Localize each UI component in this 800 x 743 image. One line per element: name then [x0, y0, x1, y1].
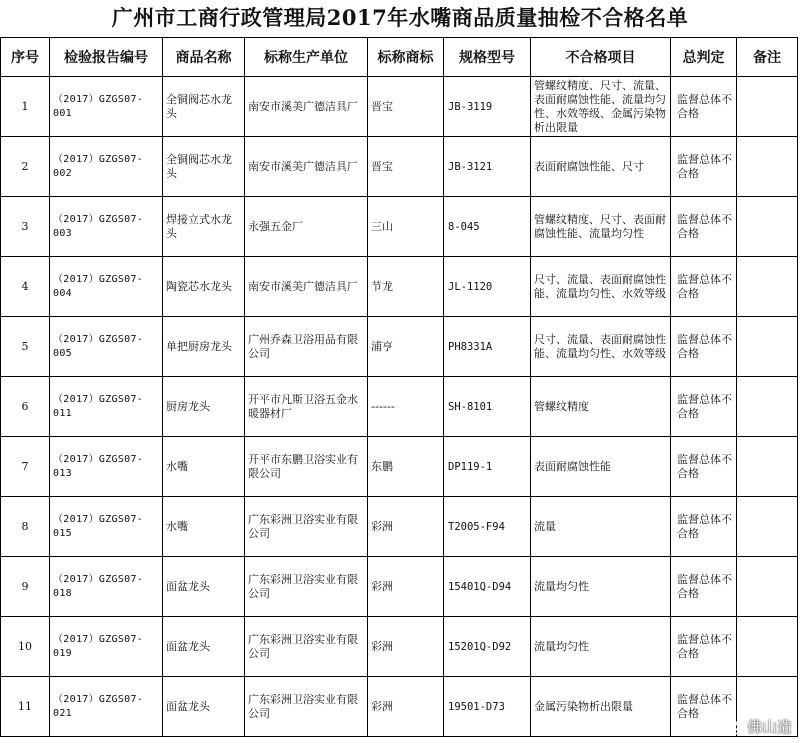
cell-judgement: 监督总体不合格	[671, 497, 737, 557]
cell-failed-items: 管螺纹精度	[531, 377, 671, 437]
table-row	[1, 317, 798, 377]
cell-judgement: 监督总体不合格	[671, 197, 737, 257]
cell-producer: 开平市东鹏卫浴实业有限公司	[245, 437, 368, 497]
header-brand: 标称商标	[368, 38, 444, 77]
cell-report-no: （2017）GZGS07-019	[50, 617, 163, 677]
cell-brand: 彩洲	[368, 677, 444, 737]
cell-brand: 彩洲	[368, 557, 444, 617]
watermark-text: 佛山造	[746, 718, 792, 736]
cell-product-name: 焊接立式水龙头	[163, 197, 245, 257]
cell-brand: 彩洲	[368, 617, 444, 677]
cell-remarks	[737, 77, 798, 137]
cell-producer: 广东彩洲卫浴实业有限公司	[245, 677, 368, 737]
cell-remarks	[737, 317, 798, 377]
cell-product-name: 水嘴	[163, 497, 245, 557]
cell-remarks	[737, 377, 798, 437]
cell-remarks	[737, 197, 798, 257]
cell-judgement: 监督总体不合格	[671, 677, 737, 737]
cell-brand: 东鹏	[368, 437, 444, 497]
cell-remarks	[737, 617, 798, 677]
cell-seq: 1	[1, 77, 50, 137]
cell-failed-items: 尺寸、流量、表面耐腐蚀性能、流量均匀性、水效等级	[531, 317, 671, 377]
cell-producer: 南安市溪美广德洁具厂	[245, 257, 368, 317]
cell-failed-items: 管螺纹精度、尺寸、表面耐腐蚀性能、流量均匀性	[531, 197, 671, 257]
cell-brand: 三山	[368, 197, 444, 257]
page-title: 广州市工商行政管理局2017年水嘴商品质量抽检不合格名单	[111, 5, 689, 30]
cell-product-name: 陶瓷芯水龙头	[163, 257, 245, 317]
cell-brand: 彩洲	[368, 497, 444, 557]
cell-report-no: （2017）GZGS07-003	[50, 197, 163, 257]
cell-model: JB-3121	[444, 137, 531, 197]
nonconforming-table	[0, 37, 798, 737]
cell-failed-items: 尺寸、流量、表面耐腐蚀性能、流量均匀性、水效等级	[531, 257, 671, 317]
cell-model: 15201Q-D92	[444, 617, 531, 677]
cell-producer: 广州乔森卫浴用品有限公司	[245, 317, 368, 377]
cell-judgement: 监督总体不合格	[671, 257, 737, 317]
table-row	[1, 257, 798, 317]
cell-report-no: （2017）GZGS07-001	[50, 77, 163, 137]
cell-report-no: （2017）GZGS07-021	[50, 677, 163, 737]
cell-model: 15401Q-D94	[444, 557, 531, 617]
table-row	[1, 677, 798, 737]
header-producer: 标称生产单位	[245, 38, 368, 77]
cell-model: SH-8101	[444, 377, 531, 437]
table-row	[1, 437, 798, 497]
cell-failed-items: 流量	[531, 497, 671, 557]
table-row	[1, 557, 798, 617]
cell-producer: 广东彩洲卫浴实业有限公司	[245, 497, 368, 557]
cell-seq: 2	[1, 137, 50, 197]
cell-remarks	[737, 257, 798, 317]
cell-failed-items: 流量均匀性	[531, 617, 671, 677]
cell-seq: 6	[1, 377, 50, 437]
header-model: 规格型号	[444, 38, 531, 77]
cell-seq: 7	[1, 437, 50, 497]
cell-remarks	[737, 437, 798, 497]
cell-brand: 浦亨	[368, 317, 444, 377]
cell-producer: 广东彩洲卫浴实业有限公司	[245, 617, 368, 677]
cell-producer: 南安市溪美广德洁具厂	[245, 77, 368, 137]
cell-seq: 8	[1, 497, 50, 557]
cell-brand: 节龙	[368, 257, 444, 317]
wechat-icon	[723, 719, 743, 735]
cell-seq: 11	[1, 677, 50, 737]
cell-model: 8-045	[444, 197, 531, 257]
header-judgement: 总判定	[671, 38, 737, 77]
header-report-no: 检验报告编号	[50, 38, 163, 77]
cell-model: JB-3119	[444, 77, 531, 137]
cell-judgement: 监督总体不合格	[671, 137, 737, 197]
cell-report-no: （2017）GZGS07-015	[50, 497, 163, 557]
cell-product-name: 面盆龙头	[163, 557, 245, 617]
header-row	[1, 38, 798, 77]
cell-remarks	[737, 137, 798, 197]
cell-product-name: 全铜阀芯水龙头	[163, 77, 245, 137]
cell-report-no: （2017）GZGS07-013	[50, 437, 163, 497]
cell-seq: 3	[1, 197, 50, 257]
cell-report-no: （2017）GZGS07-011	[50, 377, 163, 437]
cell-model: 19501-D73	[444, 677, 531, 737]
cell-product-name: 面盆龙头	[163, 677, 245, 737]
cell-product-name: 水嘴	[163, 437, 245, 497]
cell-seq: 9	[1, 557, 50, 617]
header-product-name: 商品名称	[163, 38, 245, 77]
cell-seq: 4	[1, 257, 50, 317]
table-row	[1, 197, 798, 257]
cell-product-name: 面盆龙头	[163, 617, 245, 677]
cell-product-name: 厨房龙头	[163, 377, 245, 437]
cell-judgement: 监督总体不合格	[671, 377, 737, 437]
cell-model: JL-1120	[444, 257, 531, 317]
cell-producer: 永强五金厂	[245, 197, 368, 257]
cell-judgement: 监督总体不合格	[671, 317, 737, 377]
cell-judgement: 监督总体不合格	[671, 437, 737, 497]
cell-brand: 晋宝	[368, 137, 444, 197]
cell-model: DP119-1	[444, 437, 531, 497]
cell-remarks	[737, 557, 798, 617]
cell-producer: 南安市溪美广德洁具厂	[245, 137, 368, 197]
header-failed-items: 不合格项目	[531, 38, 671, 77]
cell-product-name: 全铜阀芯水龙头	[163, 137, 245, 197]
cell-failed-items: 表面耐腐蚀性能	[531, 437, 671, 497]
table-row	[1, 77, 798, 137]
cell-remarks	[737, 497, 798, 557]
cell-report-no: （2017）GZGS07-004	[50, 257, 163, 317]
cell-seq: 10	[1, 617, 50, 677]
table-row	[1, 137, 798, 197]
cell-producer: 广东彩洲卫浴实业有限公司	[245, 557, 368, 617]
cell-report-no: （2017）GZGS07-018	[50, 557, 163, 617]
cell-brand: 晋宝	[368, 77, 444, 137]
cell-judgement: 监督总体不合格	[671, 77, 737, 137]
cell-model: T2005-F94	[444, 497, 531, 557]
table-row	[1, 617, 798, 677]
cell-failed-items: 管螺纹精度、尺寸、流量、表面耐腐蚀性能、流量均匀性、水效等级、金属污染物析出限量	[531, 77, 671, 137]
table-row	[1, 497, 798, 557]
cell-model: PH8331A	[444, 317, 531, 377]
cell-producer: 开平市凡斯卫浴五金水暖器材厂	[245, 377, 368, 437]
cell-brand: ------	[368, 377, 444, 437]
cell-report-no: （2017）GZGS07-002	[50, 137, 163, 197]
cell-failed-items: 金属污染物析出限量	[531, 677, 671, 737]
cell-failed-items: 表面耐腐蚀性能、尺寸	[531, 137, 671, 197]
cell-seq: 5	[1, 317, 50, 377]
header-seq: 序号	[1, 38, 50, 77]
table-row	[1, 377, 798, 437]
header-remarks: 备注	[737, 38, 798, 77]
watermark	[723, 716, 792, 737]
cell-judgement: 监督总体不合格	[671, 557, 737, 617]
cell-judgement: 监督总体不合格	[671, 617, 737, 677]
cell-report-no: （2017）GZGS07-005	[50, 317, 163, 377]
cell-product-name: 单把厨房龙头	[163, 317, 245, 377]
cell-failed-items: 流量均匀性	[531, 557, 671, 617]
